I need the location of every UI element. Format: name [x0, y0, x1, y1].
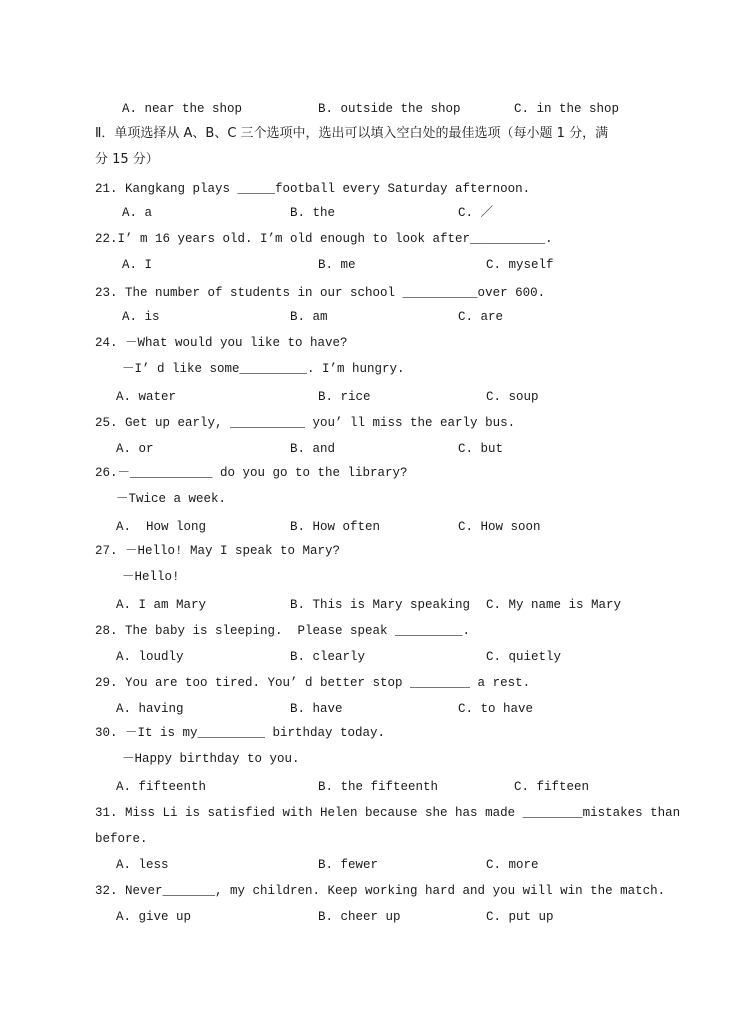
option-b: B. have	[290, 702, 343, 716]
option-c: C. but	[458, 442, 504, 456]
option-a: A. loudly	[116, 650, 184, 664]
question-stem-cont: before.	[95, 832, 148, 846]
question-stem: 28. The baby is sleeping. Please speak _________.	[95, 624, 471, 638]
question-stem: 26.－___________ do you go to the library?	[95, 466, 408, 480]
question-stem: 31. Miss Li is satisfied with Helen because she has made ________mistakes than	[95, 806, 681, 820]
intro-option-c: C. in the shop	[514, 102, 620, 116]
question-stem: 24. －What would you like to have?	[95, 336, 348, 350]
question-stem: 32. Never_______, my children. Keep working hard and you will win the match.	[95, 884, 666, 898]
option-b: B. How often	[290, 520, 381, 534]
option-b: B. cheer up	[318, 910, 401, 924]
intro-option-a: A. near the shop	[122, 102, 243, 116]
option-b: B. the	[290, 206, 336, 220]
question-stem-cont: －Happy birthday to you.	[122, 752, 300, 766]
option-a: A. I am Mary	[116, 598, 207, 612]
option-c: C. more	[486, 858, 539, 872]
option-b: B. clearly	[290, 650, 366, 664]
question-stem: 25. Get up early, __________ you’ ll miss the early bus.	[95, 416, 516, 430]
option-a: A. give up	[116, 910, 192, 924]
option-a: A. I	[122, 258, 153, 272]
option-c: C. My name is Mary	[486, 598, 622, 612]
option-b: B. rice	[318, 390, 371, 404]
question-stem: 29. You are too tired. You’ d better stop ________ a rest.	[95, 676, 531, 690]
question-stem-cont: －Hello!	[122, 570, 180, 584]
question-stem-cont: －Twice a week.	[116, 492, 227, 506]
option-b: B. This is Mary speaking	[290, 598, 471, 612]
question-stem-cont: －I’ d like some_________. I’m hungry.	[122, 362, 405, 376]
option-c: C. ／	[458, 206, 494, 220]
option-c: C. put up	[486, 910, 554, 924]
option-c: C. soup	[486, 390, 539, 404]
option-c: C. How soon	[458, 520, 541, 534]
option-c: C. are	[458, 310, 504, 324]
question-stem: 23. The number of students in our school __________over 600.	[95, 286, 546, 300]
option-b: B. fewer	[318, 858, 379, 872]
option-c: C. to have	[458, 702, 534, 716]
option-a: A. fifteenth	[116, 780, 207, 794]
option-c: C. quietly	[486, 650, 562, 664]
intro-option-b: B. outside the shop	[318, 102, 461, 116]
option-a: A. is	[122, 310, 160, 324]
option-c: C. fifteen	[514, 780, 590, 794]
option-b: B. the fifteenth	[318, 780, 439, 794]
question-stem: 30. －It is my_________ birthday today.	[95, 726, 386, 740]
option-a: A. a	[122, 206, 153, 220]
section-heading: Ⅱ．单项选择从 A、B、C 三个选项中，选出可以填入空白处的最佳选项（每小题 1 分，满	[95, 126, 609, 141]
question-stem: 21. Kangkang plays _____football every Saturday afternoon.	[95, 182, 531, 196]
option-a: A. water	[116, 390, 177, 404]
question-stem: 22.I’ m 16 years old. I’m old enough to look after__________.	[95, 232, 553, 246]
option-b: B. me	[318, 258, 356, 272]
section-heading-cont: 分 15 分）	[95, 152, 159, 167]
option-b: B. am	[290, 310, 328, 324]
option-a: A. How long	[116, 520, 207, 534]
option-a: A. or	[116, 442, 154, 456]
question-stem: 27. －Hello! May I speak to Mary?	[95, 544, 341, 558]
option-a: A. less	[116, 858, 169, 872]
option-a: A. having	[116, 702, 184, 716]
option-b: B. and	[290, 442, 336, 456]
option-c: C. myself	[486, 258, 554, 272]
